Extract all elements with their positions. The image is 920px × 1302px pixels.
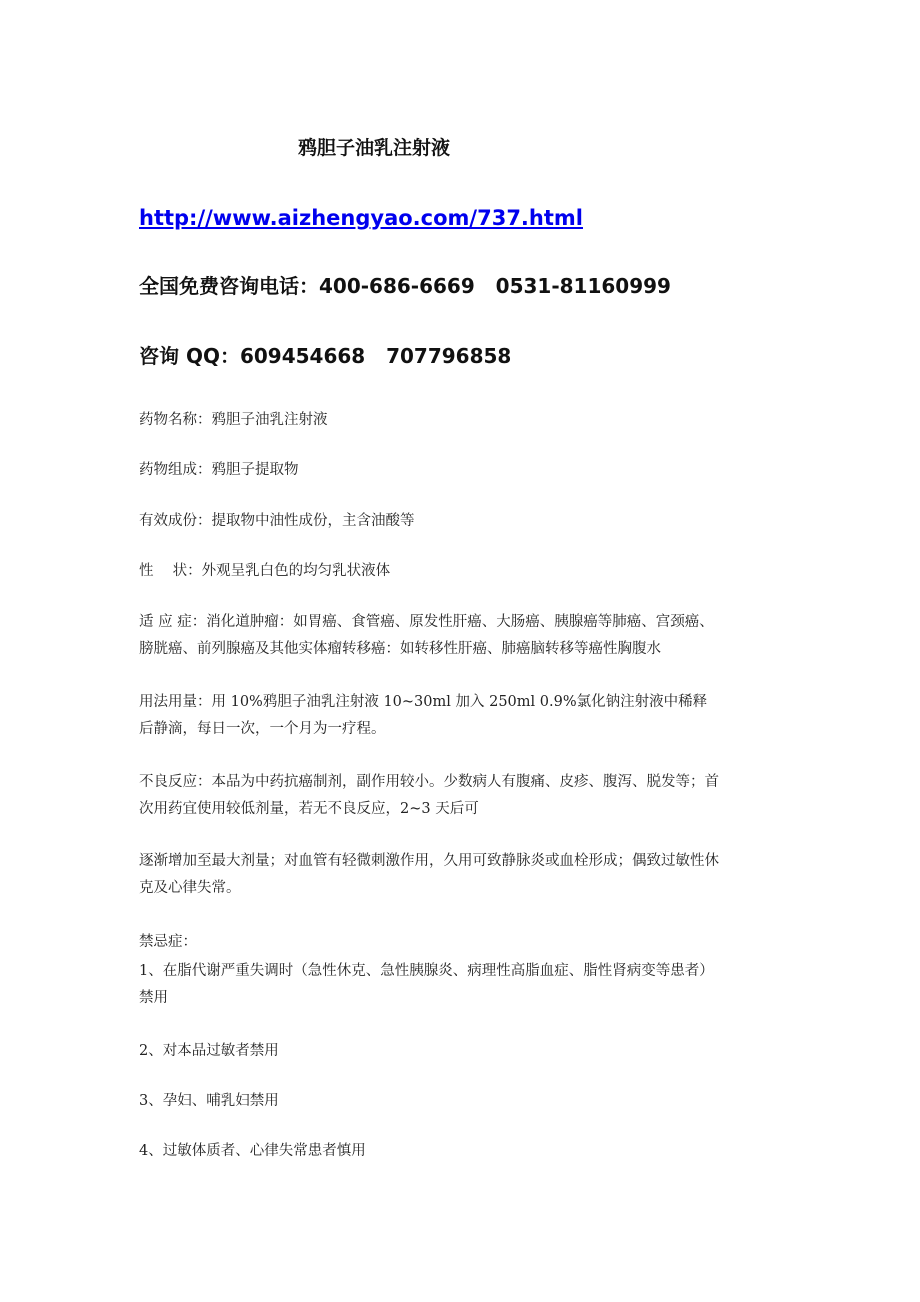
adverse-continued — [139, 848, 789, 902]
list-item-line: 禁用 — [139, 990, 168, 1006]
field-ingredients — [139, 508, 789, 535]
field-value: 消化道肿瘤：如胃癌、食管癌、原发性肝癌、大肠癌、胰腺癌等肺癌、宫颈癌、 — [206, 614, 714, 630]
field-value: 提取物中油性成份，主含油酸等 — [211, 513, 415, 529]
field-value: 外观呈乳白色的均匀乳状液体 — [201, 563, 391, 579]
dosage-line-1 — [139, 689, 789, 716]
document-title: 鸦胆子油乳注射液 — [298, 137, 451, 159]
list-item-line: 3、孕妇、哺乳妇禁用 — [139, 1093, 279, 1109]
adverse-cont-line-2: 克及心律失常。 — [139, 880, 241, 896]
field-drug-name — [139, 407, 789, 434]
phone-line — [139, 270, 671, 302]
list-item-line: 1、在脂代谢严重失调时（急性休克、急性胰腺炎、病理性高脂血症、脂性肾病变等患者） — [139, 963, 714, 979]
field-appearance — [139, 558, 789, 585]
contraindication-item-3 — [139, 1088, 789, 1115]
field-value: 本品为中药抗癌制剂，副作用较小。少数病人有腹痛、皮疹、腹泻、脱发等；首 — [211, 774, 719, 790]
field-label: 有效成份： — [139, 513, 212, 529]
field-value: 用 10%鸦胆子油乳注射液 10~30ml 加入 250ml 0.9%氯化钠注射液中稀释 — [211, 694, 708, 710]
indications-line-2: 膀胱癌、前列腺癌及其他实体瘤转移癌：如转移性肝癌、肺癌脑转移等癌性胸腹水 — [139, 641, 661, 657]
field-composition — [139, 457, 789, 484]
adverse-line-1 — [139, 769, 789, 796]
field-adverse-reactions — [139, 769, 789, 823]
qq-numbers: 609454668 707796858 — [239, 344, 512, 368]
contraindication-item-4 — [139, 1138, 789, 1165]
field-indications — [139, 609, 789, 663]
field-value: 鸦胆子油乳注射液 — [211, 412, 328, 428]
contraindication-item-1 — [139, 958, 789, 1012]
field-label: 性 状： — [139, 563, 202, 579]
list-item-line: 4、过敏体质者、心律失常患者慎用 — [139, 1143, 366, 1159]
phone-numbers: 400-686-6669 0531-81160999 — [319, 274, 671, 298]
adverse-cont-line-1: 逐渐增加至最大剂量；对血管有轻微刺激作用，久用可致静脉炎或血栓形成；偶致过敏性休 — [139, 853, 719, 869]
field-label: 不良反应： — [139, 774, 212, 790]
field-value: 鸦胆子提取物 — [211, 462, 299, 478]
phone-label: 全国免费咨询电话： — [139, 274, 319, 298]
field-dosage — [139, 689, 789, 743]
indications-line-1 — [139, 609, 789, 636]
contraindication-item-2 — [139, 1038, 789, 1065]
field-label: 药物名称： — [139, 412, 212, 428]
qq-line — [139, 340, 511, 372]
field-label: 用法用量： — [139, 694, 212, 710]
dosage-line-2: 后静滴，每日一次，一个月为一疗程。 — [139, 721, 386, 737]
field-label: 适 应 症： — [139, 614, 207, 630]
field-label: 药物组成： — [139, 462, 212, 478]
list-item-line: 2、对本品过敏者禁用 — [139, 1043, 279, 1059]
product-url-link[interactable]: http://www.aizhengyao.com/737.html — [139, 206, 583, 230]
qq-label: 咨询 QQ： — [139, 344, 240, 368]
contraindications-label: 禁忌症： — [139, 934, 197, 950]
adverse-line-2: 次用药宜使用较低剂量，若无不良反应，2~3 天后可 — [139, 801, 479, 817]
